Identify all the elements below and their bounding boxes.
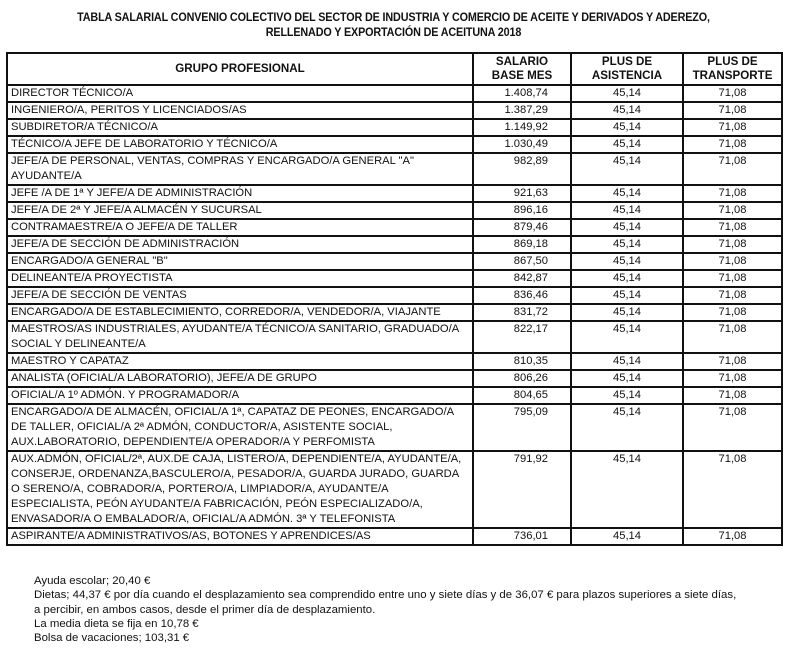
cell-grupo-profesional: JEFE /A DE 1ª Y JEFE/A DE ADMINISTRACIÓN [7, 185, 473, 202]
cell-salario-base: 1.149,92 [473, 119, 571, 136]
table-row [7, 270, 782, 287]
cell-salario-base: 810,35 [473, 353, 571, 370]
cell-salario-base: 836,46 [473, 287, 571, 304]
cell-plus-transporte: 71,08 [683, 370, 782, 387]
table-row [7, 404, 782, 451]
cell-plus-asistencia: 45,14 [571, 153, 683, 185]
cell-salario-base: 982,89 [473, 153, 571, 185]
cell-grupo-profesional: JEFE/A DE SECCIÓN DE VENTAS [7, 287, 473, 304]
cell-plus-asistencia: 45,14 [571, 102, 683, 119]
cell-salario-base: 736,01 [473, 528, 571, 545]
table-row [7, 287, 782, 304]
cell-grupo-profesional: ASPIRANTE/A ADMINISTRATIVOS/AS, BOTONES Y APRENDICES/AS [7, 528, 473, 545]
cell-salario-base: 791,92 [473, 451, 571, 528]
cell-salario-base: 842,87 [473, 270, 571, 287]
document-title [28, 10, 760, 40]
cell-plus-transporte: 71,08 [683, 287, 782, 304]
cell-plus-asistencia: 45,14 [571, 119, 683, 136]
cell-salario-base: 896,16 [473, 202, 571, 219]
table-row [7, 304, 782, 321]
note-line: La media dieta se fija en 10,78 € [34, 617, 199, 630]
table-row [7, 202, 782, 219]
cell-plus-asistencia: 45,14 [571, 236, 683, 253]
table-row [7, 387, 782, 404]
cell-plus-transporte: 71,08 [683, 404, 782, 451]
cell-plus-transporte: 71,08 [683, 321, 782, 353]
table-row [7, 85, 782, 102]
header-salario-line2: BASE MES [491, 69, 553, 82]
cell-plus-asistencia: 45,14 [571, 270, 683, 287]
note-line: Dietas; 44,37 € por día cuando el desplazamiento sea comprendido entre uno y siete días y de 36,07 € para plazos superiores a siete días, [34, 589, 737, 602]
cell-grupo-profesional: MAESTROS/AS INDUSTRIALES, AYUDANTE/A TÉCNICO/A SANITARIO, GRADUADO/A SOCIAL Y DELINEANTE/A [7, 321, 473, 353]
cell-plus-asistencia: 45,14 [571, 85, 683, 102]
cell-plus-transporte: 71,08 [683, 451, 782, 528]
title-line-1: TABLA SALARIAL CONVENIO COLECTIVO DEL SECTOR DE INDUSTRIA Y COMERCIO DE ACEITE Y DERIVADOS Y ADEREZO, [77, 11, 710, 24]
header-grupo-label: GRUPO PROFESIONAL [175, 62, 305, 75]
cell-plus-asistencia: 45,14 [571, 136, 683, 153]
note-line: a percibir, en ambos casos, desde el primer día de desplazamiento. [34, 603, 376, 616]
cell-salario-base: 822,17 [473, 321, 571, 353]
cell-grupo-profesional: ENCARGADO/A GENERAL "B" [7, 253, 473, 270]
note-line: Bolsa de vacaciones; 103,31 € [34, 632, 190, 645]
cell-plus-transporte: 71,08 [683, 136, 782, 153]
salary-table [6, 52, 783, 546]
cell-plus-asistencia: 45,14 [571, 353, 683, 370]
cell-grupo-profesional: INGENIERO/A, PERITOS Y LICENCIADOS/AS [7, 102, 473, 119]
table-row [7, 185, 782, 202]
table-row [7, 102, 782, 119]
cell-grupo-profesional: JEFE/A DE SECCIÓN DE ADMINISTRACIÓN [7, 236, 473, 253]
cell-plus-asistencia: 45,14 [571, 202, 683, 219]
table-row [7, 236, 782, 253]
cell-grupo-profesional: ANALISTA (OFICIAL/A LABORATORIO), JEFE/A DE GRUPO [7, 370, 473, 387]
cell-grupo-profesional: TÉCNICO/A JEFE DE LABORATORIO Y TÉCNICO/A [7, 136, 473, 153]
cell-grupo-profesional: OFICIAL/A 1º ADMÓN. Y PROGRAMADOR/A [7, 387, 473, 404]
cell-salario-base: 831,72 [473, 304, 571, 321]
cell-grupo-profesional: JEFE/A DE 2ª Y JEFE/A ALMACÉN Y SUCURSAL [7, 202, 473, 219]
cell-plus-asistencia: 45,14 [571, 528, 683, 545]
table-row [7, 321, 782, 353]
cell-grupo-profesional: JEFE/A DE PERSONAL, VENTAS, COMPRAS Y ENCARGADO/A GENERAL "A" AYUDANTE/A [7, 153, 473, 185]
header-asistencia-line1: PLUS DE [601, 55, 653, 68]
cell-plus-asistencia: 45,14 [571, 404, 683, 451]
cell-plus-asistencia: 45,14 [571, 219, 683, 236]
cell-plus-asistencia: 45,14 [571, 370, 683, 387]
cell-grupo-profesional: CONTRAMAESTRE/A O JEFE/A DE TALLER [7, 219, 473, 236]
cell-grupo-profesional: DIRECTOR TÉCNICO/A [7, 85, 473, 102]
cell-salario-base: 804,65 [473, 387, 571, 404]
cell-plus-transporte: 71,08 [683, 353, 782, 370]
cell-plus-transporte: 71,08 [683, 85, 782, 102]
table-row [7, 353, 782, 370]
cell-salario-base: 806,26 [473, 370, 571, 387]
table-row [7, 153, 782, 185]
cell-plus-asistencia: 45,14 [571, 185, 683, 202]
cell-grupo-profesional: SUBDIRETOR/A TÉCNICO/A [7, 119, 473, 136]
table-row [7, 528, 782, 545]
cell-plus-asistencia: 45,14 [571, 321, 683, 353]
header-transporte-line2: TRANSPORTE [692, 69, 773, 82]
cell-salario-base: 1.387,29 [473, 102, 571, 119]
cell-plus-asistencia: 45,14 [571, 451, 683, 528]
cell-plus-asistencia: 45,14 [571, 253, 683, 270]
cell-salario-base: 879,46 [473, 219, 571, 236]
cell-plus-transporte: 71,08 [683, 270, 782, 287]
cell-plus-transporte: 71,08 [683, 528, 782, 545]
cell-grupo-profesional: ENCARGADO/A DE ALMACÉN, OFICIAL/A 1ª, CAPATAZ DE PEONES, ENCARGADO/A DE TALLER, OFICIAL/A 2ª ADMÓN, CONDUCTOR/A, ASISTENTE SOCIAL, AUX.LABORATORIO, DEPENDIENTE/A OPERADOR/A Y PERFOMISTA [7, 404, 473, 451]
table-row [7, 451, 782, 528]
cell-plus-transporte: 71,08 [683, 253, 782, 270]
table-row [7, 370, 782, 387]
cell-plus-transporte: 71,08 [683, 202, 782, 219]
table-row [7, 219, 782, 236]
cell-grupo-profesional: AUX.ADMÓN, OFICIAL/2ª, AUX.DE CAJA, LISTERO/A, DEPENDIENTE/A, AYUDANTE/A, CONSERJE, ORDENANZA,BASCULERO/A, PESADOR/A, GUARDA JURADO, GUARDA O SERENO/A, COBRADOR/A, PORTERO/A, LIMPIADOR/A, AYUDANTE/A ESPECIALISTA, PEÓN AYUDANTE/A FABRICACIÓN, PEÓN ESPECIALIZADO/A, ENVASADOR/A O EMBALADOR/A, OFICIAL/A ADMÓN. 3ª Y TELEFONISTA [7, 451, 473, 528]
table-header-row [7, 53, 782, 85]
header-grupo-profesional [7, 53, 473, 85]
header-plus-asistencia [571, 53, 683, 85]
note-line: Ayuda escolar; 20,40 € [34, 575, 151, 587]
cell-grupo-profesional: DELINEANTE/A PROYECTISTA [7, 270, 473, 287]
cell-salario-base: 921,63 [473, 185, 571, 202]
table-row [7, 136, 782, 153]
cell-plus-asistencia: 45,14 [571, 387, 683, 404]
cell-plus-asistencia: 45,14 [571, 304, 683, 321]
cell-salario-base: 795,09 [473, 404, 571, 451]
title-line-2: RELLENADO Y EXPORTACIÓN DE ACEITUNA 2018 [265, 26, 522, 39]
cell-plus-transporte: 71,08 [683, 185, 782, 202]
cell-plus-transporte: 71,08 [683, 387, 782, 404]
header-salario-line1: SALARIO [495, 55, 549, 68]
table-row [7, 253, 782, 270]
cell-plus-transporte: 71,08 [683, 219, 782, 236]
header-asistencia-line2: ASISTENCIA [591, 69, 663, 82]
table-row [7, 119, 782, 136]
cell-plus-asistencia: 45,14 [571, 287, 683, 304]
cell-plus-transporte: 71,08 [683, 153, 782, 185]
cell-plus-transporte: 71,08 [683, 236, 782, 253]
cell-salario-base: 867,50 [473, 253, 571, 270]
cell-grupo-profesional: MAESTRO Y CAPATAZ [7, 353, 473, 370]
notes-section [34, 574, 779, 645]
header-salario-base [473, 53, 571, 85]
header-transporte-line1: PLUS DE [707, 55, 758, 68]
cell-salario-base: 869,18 [473, 236, 571, 253]
cell-grupo-profesional: ENCARGADO/A DE ESTABLECIMIENTO, CORREDOR/A, VENDEDOR/A, VIAJANTE [7, 304, 473, 321]
cell-plus-transporte: 71,08 [683, 304, 782, 321]
cell-salario-base: 1.030,49 [473, 136, 571, 153]
cell-plus-transporte: 71,08 [683, 119, 782, 136]
header-plus-transporte [683, 53, 782, 85]
table-body [7, 85, 782, 545]
cell-plus-transporte: 71,08 [683, 102, 782, 119]
cell-salario-base: 1.408,74 [473, 85, 571, 102]
